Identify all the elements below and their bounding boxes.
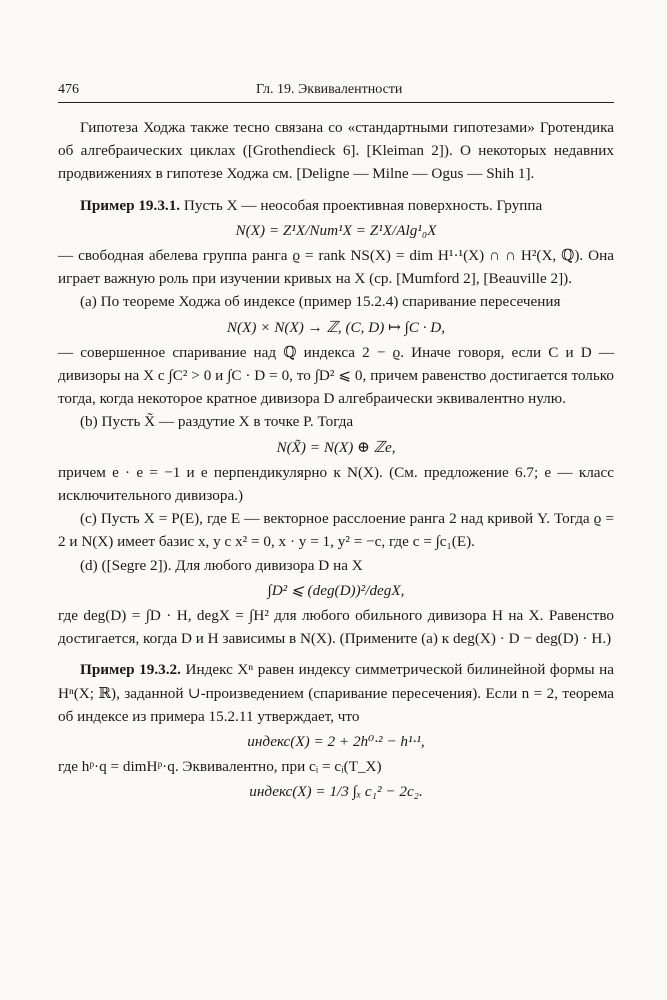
paragraph: где hᵖ·q = dimHᵖ·q. Эквивалентно, при cᵢ = cᵢ(T_X) <box>58 758 382 776</box>
example-text: Пусть X — неособая проективная поверхность. Группа <box>183 196 543 214</box>
formula: N(X̃) = N(X) ⊕ ℤe, <box>276 438 396 456</box>
example-label: Пример 19.3.1. <box>80 196 181 214</box>
paragraph: причем e · e = −1 и e перпендикулярно к N(X). (См. предложение 6.7; e — класс исключительного дивизора.) <box>58 463 614 505</box>
paragraph: (а) По теореме Ходжа об индексе (пример 15.2.4) спаривание пересечения <box>80 293 561 311</box>
paragraph: (c) Пусть X = P(E), где E — векторное расслоение ранга 2 над кривой Y. Тогда ϱ = 2 и N(X) имеет базис x, y с x² = 0, x · y = 1, y² = −c, где c = ∫c₁(E). <box>58 510 614 551</box>
example-text: Индекс Xⁿ равен индексу симметрической билинейной формы на Hⁿ(X; ℝ), заданной ∪-произведением (спаривание пересечения). Если n = 2, теорема об индексе из примера 15.2.11 утверждает, что <box>58 661 615 725</box>
paragraph: где deg(D) = ∫D · H, degX = ∫H² для любого обильного дивизора H на X. Равенство достигается, когда D и H зависимы в N(X). (Примените (a) к deg(X) · D − deg(D) · H.) <box>58 607 614 648</box>
formula: N(X) = Z¹X/Num¹X = Z¹X/Alg¹₀X <box>235 221 437 239</box>
paragraph: Гипотеза Ходжа также тесно связана со «стандартными гипотезами» Гротендика об алгебраических циклах ([Grothendieck 6]. [Kleiman 2]). О некоторых недавних продвижениях в гипотезе Ходжа см. [Deligne — Milne — Ogus — Shih 1]. <box>58 119 614 183</box>
formula: N(X) × N(X) → ℤ, (C, D) ↦ ∫C · D, <box>226 318 446 336</box>
formula: ∫D² ⩽ (deg(D))²/degX, <box>267 581 405 599</box>
page-body <box>58 116 614 806</box>
paragraph: — свободная абелева группа ранга ϱ = rank NS(X) = dim H¹·¹(X) ∩ ∩ H²(X, ℚ). Она играет важную роль при изучении кривых на X (ср. [Mumford 2], [Beauville 2]). <box>58 247 614 288</box>
paragraph: (d) ([Segre 2]). Для любого дивизора D на X <box>80 556 363 574</box>
formula: индекс(X) = 2 + 2h⁰·² − h¹·¹, <box>247 733 425 751</box>
example-19-3-1 <box>58 194 614 217</box>
paragraph: — совершенное спаривание над ℚ индекса 2 − ϱ. Иначе говоря, если C и D — дивизоры на X с ∫C² > 0 и ∫C · D = 0, то ∫D² ⩽ 0, причем равенство достигается только тогда, когда некоторое кратное дивизора D алгебраически эквивалентно нулю. <box>58 343 614 408</box>
example-19-3-2 <box>58 658 614 728</box>
running-title: Гл. 19. Эквивалентности <box>256 82 403 97</box>
paragraph: (b) Пусть X̃ — раздутие X в точке P. Тогда <box>80 413 354 431</box>
formula: индекс(X) = 1/3 ∫ₓ c₁² − 2c₂. <box>249 783 423 801</box>
running-header <box>58 80 614 103</box>
page-number: 476 <box>58 82 79 97</box>
example-label: Пример 19.3.2. <box>80 661 181 679</box>
